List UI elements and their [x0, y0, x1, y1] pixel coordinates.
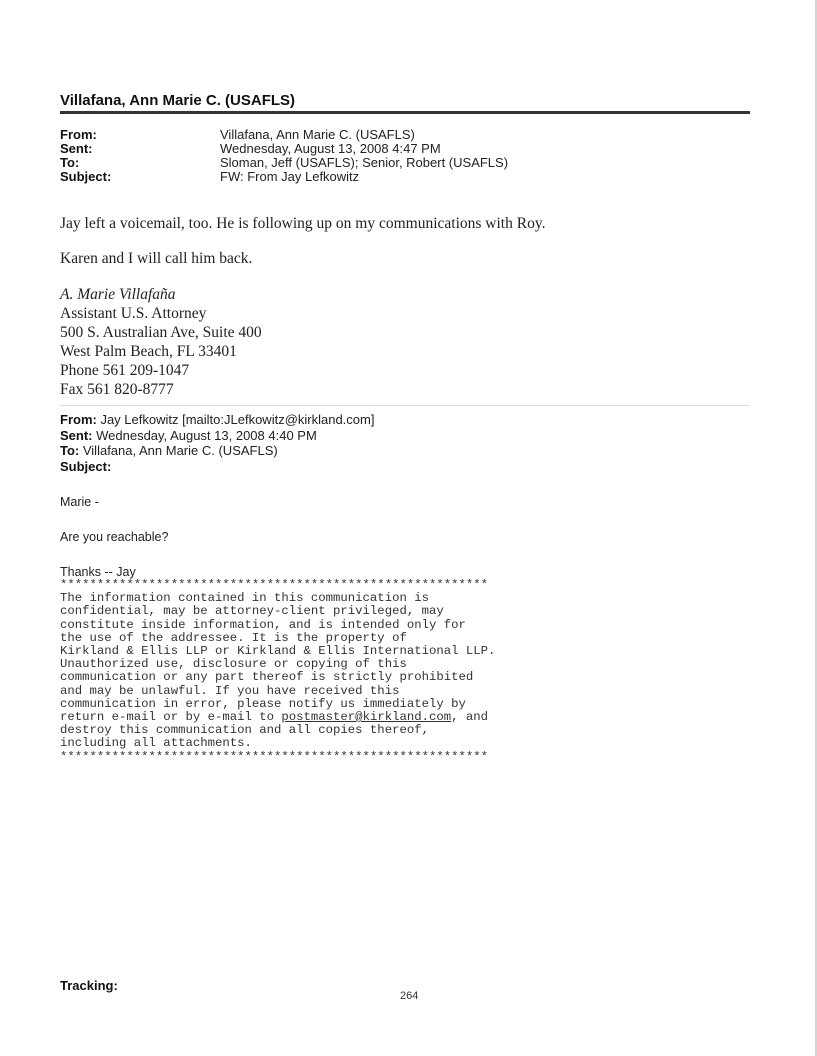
- header-subject-row: [60, 170, 508, 184]
- to-value: Sloman, Jeff (USAFLS); Senior, Robert (USAFLS): [220, 155, 509, 170]
- forward-separator: [60, 405, 750, 406]
- fwd-from-value: Jay Lefkowitz [mailto:JLefkowitz@kirkland.com]: [96, 412, 375, 427]
- signature-address-2: West Palm Beach, FL 33401: [60, 343, 237, 360]
- fwd-from-row: [60, 412, 374, 428]
- email-header: [60, 128, 508, 184]
- fwd-to-row: [60, 443, 374, 459]
- forwarded-header: [60, 412, 374, 474]
- fwd-question: Are you reachable?: [60, 530, 169, 544]
- body-line-2: Karen and I will call him back.: [60, 250, 253, 267]
- fwd-subject-row: [60, 459, 374, 475]
- postmaster-email-link[interactable]: postmaster@kirkland.com: [281, 710, 452, 725]
- fwd-sent-value: Wednesday, August 13, 2008 4:40 PM: [92, 427, 317, 443]
- header-from-row: [60, 128, 508, 142]
- confidentiality-disclaimer: [60, 579, 495, 764]
- fwd-to-value: Villafana, Ann Marie C. (USAFLS): [79, 443, 278, 458]
- signature-phone: Phone 561 209-1047: [60, 362, 190, 379]
- page-title: Villafana, Ann Marie C. (USAFLS): [60, 92, 296, 109]
- signature-title: Assistant U.S. Attorney: [60, 305, 207, 322]
- signature-name: A. Marie Villafaña: [60, 286, 176, 303]
- fwd-subject-label: Subject:: [60, 458, 112, 474]
- signature-address-1: 500 S. Australian Ave, Suite 400: [60, 324, 262, 341]
- fwd-sent-label: Sent:: [60, 427, 93, 443]
- sent-label: Sent:: [60, 141, 93, 156]
- fwd-closing: Thanks -- Jay: [60, 565, 136, 579]
- fwd-greeting: Marie -: [60, 495, 99, 509]
- subject-label: Subject:: [60, 169, 112, 184]
- header-to-row: [60, 156, 508, 170]
- body-line-1: Jay left a voicemail, too. He is following up on my communications with Roy.: [60, 215, 546, 232]
- fwd-from-label: From:: [60, 412, 97, 427]
- disclaimer-bottom-stars: **********************************************************: [60, 749, 489, 764]
- disclaimer-text: The information contained in this communication is confidential, may be attorney-client privileged, may constitute inside information, and is intended only for the use of the addressee. It is the property of Kirkland & Ellis LLP or Kirkland & Ellis International LLP. Unauthorized use, disclosure or copying of this communication or any part thereof is strictly prohibited and may be unlawful. If you have received this communication in error, please notify us immediately by return e-mail or by e-mail to: [60, 591, 496, 725]
- fwd-sent-row: [60, 428, 374, 444]
- sent-value: Wednesday, August 13, 2008 4:47 PM: [220, 141, 441, 156]
- disclaimer-text-end: , and destroy this communication and all copies thereof, including all attachments.: [60, 710, 489, 751]
- from-value: Villafana, Ann Marie C. (USAFLS): [220, 127, 415, 142]
- disclaimer-top-stars: **********************************************************: [60, 578, 489, 592]
- title-divider: [60, 111, 750, 114]
- tracking-label: Tracking:: [60, 978, 118, 993]
- to-label: To:: [60, 155, 80, 170]
- signature-block: [60, 285, 262, 399]
- signature-fax: Fax 561 820-8777: [60, 381, 174, 398]
- from-label: From:: [60, 127, 97, 142]
- header-sent-row: [60, 142, 508, 156]
- fwd-to-label: To:: [60, 443, 80, 458]
- subject-value: FW: From Jay Lefkowitz: [220, 169, 360, 184]
- page-number: 264: [400, 990, 419, 1002]
